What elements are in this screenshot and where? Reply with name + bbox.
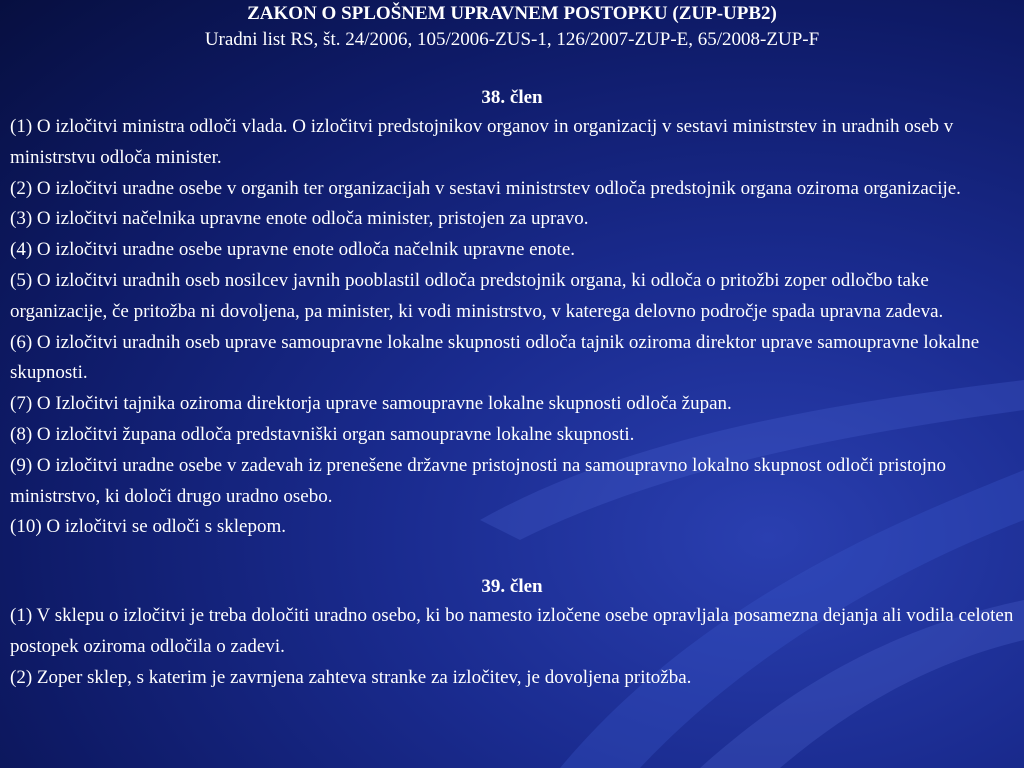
article-paragraph: (4) O izločitvi uradne osebe upravne enote odloča načelnik upravne enote. — [10, 239, 576, 261]
article-paragraph: (5) O izločitvi uradnih oseb nosilcev javnih pooblastil odloča predstojnik organa, ki odloča o pritožbi zoper odločbo take organizacije, če pritožba ni dovoljena, pa minister, ki vodi ministrstvo, v katerega delovno področje spada upravna zadeva. — [10, 269, 944, 322]
spacer — [10, 543, 1014, 573]
article-paragraph: (1) V sklepu o izločitvi je treba določiti uradno osebo, ki bo namesto izločene osebe opravljala posamezna dejanja ali vodila celoten postopek oziroma odločila o zadevi. — [10, 605, 1014, 657]
article-paragraph: (2) Zoper sklep, s katerim je zavrnjena zahteva stranke za izločitev, je dovoljena pritožba. — [10, 666, 692, 688]
article-paragraph: (6) O izločitvi uradnih oseb uprave samoupravne lokalne skupnosti odloča tajnik oziroma direktor uprave samoupravne lokalne skupnosti. — [10, 331, 980, 384]
article-paragraph: (3) O izločitvi načelnika upravne enote odloča minister, pristojen za upravo. — [10, 208, 589, 230]
article-paragraph: (2) O izločitvi uradne osebe v organih ter organizacijah v sestavi ministrstev odloča predstojnik organa oziroma organizacije. — [10, 177, 961, 199]
law-title: ZAKON O SPLOŠNEM UPRAVNEM POSTOPKU (ZUP-UPB2) — [247, 3, 777, 24]
article-heading: 38. člen — [481, 87, 543, 108]
article-39 — [10, 573, 1014, 693]
article-paragraph: (10) O izločitvi se odloči s sklepom. — [10, 516, 286, 538]
article-heading: 39. člen — [481, 576, 543, 598]
article-paragraph: (7) O Izločitvi tajnika oziroma direktorja uprave samoupravne lokalne skupnosti odloča župan. — [10, 393, 732, 415]
document-header — [10, 2, 1014, 54]
slide — [10, 0, 1014, 768]
spacer — [10, 54, 1014, 84]
article-paragraph: (1) O izločitvi ministra odloči vlada. O izločitvi predstojnikov organov in organizacij v sestavi ministrstev in uradnih oseb v ministrstvu odloča minister. — [10, 116, 954, 168]
article-paragraph: (9) O izločitvi uradne osebe v zadevah iz prenešene državne pristojnosti na samoupravno lokalno skupnost odloči pristojno ministrstvo, ki določi drugo uradno osebo. — [10, 454, 947, 507]
article-paragraph: (8) O izločitvi župana odloča predstavniški organ samoupravne lokalne skupnosti. — [10, 423, 635, 445]
gazette-reference: Uradni list RS, št. 24/2006, 105/2006-ZUS-1, 126/2007-ZUP-E, 65/2008-ZUP-F — [204, 29, 820, 50]
article-38 — [10, 84, 1014, 543]
